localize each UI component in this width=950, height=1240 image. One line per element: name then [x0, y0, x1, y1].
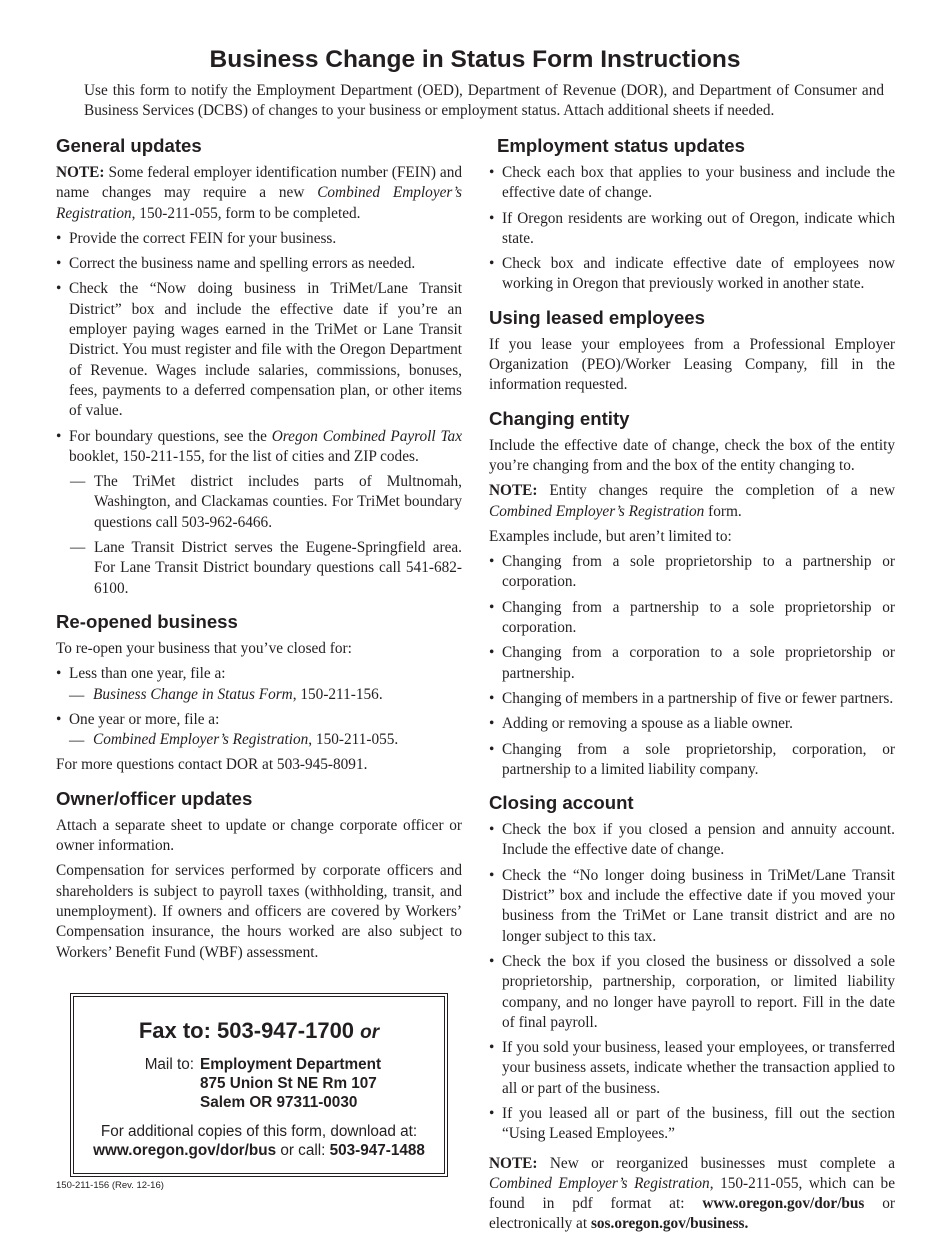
copies-text: For additional copies of this form, download at:: [100, 1123, 418, 1140]
mailing-address: [134, 1055, 384, 1112]
dor-link[interactable]: www.oregon.gov/dor/bus: [702, 1195, 865, 1213]
list-item: • Changing of members in a partnership of five or fewer partners.: [489, 689, 895, 709]
download-link[interactable]: www.oregon.gov/dor/bus: [93, 1142, 277, 1159]
owner-officer-section: [56, 787, 462, 963]
note-text: or electronically at: [489, 1195, 895, 1233]
address-line: 875 Union St NE Rm 107: [200, 1075, 377, 1092]
list-item: • Changing from a corporation to a sole proprietorship or partnership.: [489, 643, 895, 684]
fax-mail-box: [70, 993, 448, 1177]
list-item: • Adding or removing a spouse as a liable owner.: [489, 714, 895, 734]
general-updates-heading: General updates: [56, 135, 202, 156]
reopened-list: [56, 664, 462, 750]
list-item: • If Oregon residents are working out of Oregon, indicate which state.: [489, 209, 895, 250]
employment-status-heading: Employment status updates: [497, 135, 745, 156]
general-updates-section: [56, 134, 462, 599]
leased-employees-heading: Using leased employees: [489, 306, 705, 328]
list-item: — Lane Transit District serves the Eugene-Springfield area. For Lane Transit District boundary questions call 541-682-6100.: [56, 538, 462, 599]
form-reference: [69, 686, 383, 703]
list-item: • Check the “Now doing business in TriMet/Lane Transit District” box and include the effective date if you’re an employer paying wages earned in the TriMet or Lane Transit District. You must register and file with the Oregon Department of Revenue. Wages include salaries, commissions, bonuses, fees, payments to a deferred compensation plan, or other items of value.: [56, 279, 462, 421]
closing-list: [489, 820, 895, 1144]
reopened-contact: For more questions contact DOR at 503-945-8091.: [56, 756, 368, 774]
leased-employees-section: [489, 306, 895, 396]
form-name: Business Change in Status Form: [93, 685, 293, 703]
owner-paragraph: Attach a separate sheet to update or change corporate officer or owner information.: [56, 816, 462, 855]
closing-note: [489, 1154, 895, 1235]
phone-number: 503-947-1488: [329, 1142, 425, 1159]
form-name: Combined Employer’s Registration: [56, 184, 462, 222]
mail-label: Mail to:: [144, 1056, 194, 1073]
form-number: , 150-211-055.: [308, 731, 399, 749]
list-item: • Correct the business name and spelling errors as needed.: [56, 254, 462, 274]
fax-number: Fax to: 503-947-1700: [138, 1018, 355, 1043]
note-text: Some federal employer identification number (FEIN) and name changes may require a new: [56, 164, 462, 202]
copies-text: or call:: [276, 1142, 330, 1159]
fax-line: [74, 1017, 444, 1047]
list-item: • Changing from a sole proprietorship to a partnership or corporation.: [489, 552, 895, 593]
form-name: Combined Employer’s Registration: [489, 1174, 710, 1192]
list-item: • If you leased all or part of the business, fill out the section “Using Leased Employees.”: [489, 1104, 895, 1145]
employment-list: [489, 163, 895, 295]
note-label: NOTE:: [489, 482, 538, 500]
list-item: • If you sold your business, leased your employees, or transferred your business assets, indicate whether the transaction applied to all or part of the business.: [489, 1038, 895, 1099]
reopened-business-heading: Re-opened business: [56, 610, 238, 632]
note-label: NOTE:: [56, 164, 105, 181]
entity-paragraph: Include the effective date of change, check the box of the entity you’re changing from and the box of the entity changing to.: [489, 436, 895, 474]
list-item: • Provide the correct FEIN for your business.: [56, 229, 462, 249]
list-item: • Check the “No longer doing business in TriMet/Lane Transit District” box and include the effective date if you moved your business from the TriMet or Lane transit district and are no longer subject to this tax.: [489, 866, 895, 947]
owner-officer-heading: Owner/officer updates: [56, 787, 253, 809]
copies-info: [74, 1122, 444, 1160]
form-number: , 150-211-156.: [292, 685, 383, 703]
list-item: — The TriMet district includes parts of Multnomah, Washington, and Clackamas counties. For TriMet boundary questions call 503-962-6466.: [56, 472, 462, 533]
list-item: • Check the box if you closed a pension and annuity account. Include the effective date of change.: [489, 820, 895, 861]
note-text: New or reorganized businesses must complete a: [537, 1154, 895, 1172]
address-line: Salem OR 97311-0030: [200, 1094, 358, 1111]
list-item: [56, 664, 462, 705]
list-item: • Check the box if you closed the business or dissolved a sole proprietorship, partnership, corporation, or limited liability company, and no longer have payroll to report. Fill in the date of final payroll.: [489, 952, 895, 1033]
reopened-business-section: [56, 610, 462, 776]
note-text: Entity changes require the completion of a new: [537, 482, 895, 500]
page-title: Business Change in Status Form Instructions: [209, 46, 741, 73]
intro-paragraph: Use this form to notify the Employment Department (OED), Department of Revenue (DOR), and Department of Consumer and Business Services (DCBS) of changes to your business or employment status. Attach additional sheets if needed.: [84, 82, 884, 119]
list-item: • Check box and indicate effective date of employees now working in Oregon that previously worked in another state.: [489, 254, 895, 295]
booklet-name: Oregon Combined Payroll Tax: [271, 427, 462, 445]
note-text: form.: [704, 502, 742, 520]
list-item: • Check each box that applies to your business and include the effective date of change.: [489, 163, 895, 204]
list-item: • Changing from a partnership to a sole proprietorship or corporation.: [489, 598, 895, 639]
entity-list: [489, 552, 895, 780]
list-item: [56, 710, 462, 751]
note-label: NOTE:: [489, 1154, 538, 1172]
closing-account-section: [489, 791, 895, 1235]
list-item: • Changing from a sole proprietorship, corporation, or partnership to a limited liability company.: [489, 740, 895, 781]
entity-note: [489, 481, 895, 522]
sos-link[interactable]: sos.oregon.gov/business.: [590, 1215, 749, 1233]
leased-paragraph: If you lease your employees from a Professional Employer Organization (PEO)/Worker Leasing Company, fill in the information requested.: [489, 335, 895, 394]
list-item-text: For boundary questions, see the: [69, 427, 272, 445]
employment-status-section: [489, 134, 895, 295]
note-text: , 150-211-055, which can be found in pdf format at:: [489, 1174, 895, 1213]
changing-entity-heading: Changing entity: [489, 407, 630, 429]
form-name: Combined Employer’s Registration: [93, 731, 309, 749]
general-note: [56, 163, 462, 224]
list-item-text: booklet, 150-211-155, for the list of cities and ZIP codes.: [69, 447, 419, 465]
changing-entity-section: [489, 407, 895, 780]
list-item-text: Less than one year, file a:: [69, 665, 226, 683]
general-bullet-list: [56, 229, 462, 599]
form-reference: [69, 731, 398, 748]
note-text: , 150-211-055, form to be completed.: [131, 204, 361, 222]
form-number-footer: 150-211-156 (Rev. 12-16): [56, 1180, 164, 1191]
left-column: [56, 134, 462, 968]
list-item-text: One year or more, file a:: [69, 710, 220, 728]
entity-examples: Examples include, but aren’t limited to:: [489, 527, 732, 545]
address-line: Employment Department: [200, 1056, 382, 1073]
closing-account-heading: Closing account: [489, 792, 634, 814]
right-column: [489, 134, 895, 1240]
owner-paragraph: Compensation for services performed by corporate officers and shareholders is subject to payroll taxes (withholding, transit, and unemployment). If owners and officers are covered by Workers’ Compensation insurance, the hours worked are also subject to Workers’ Benefit Fund (WBF) assessment.: [56, 862, 462, 961]
form-name: Combined Employer’s Registration: [489, 502, 705, 520]
list-item: [56, 427, 462, 468]
reopened-intro: To re-open your business that you’ve closed for:: [56, 639, 352, 657]
fax-or: or: [360, 1022, 380, 1043]
